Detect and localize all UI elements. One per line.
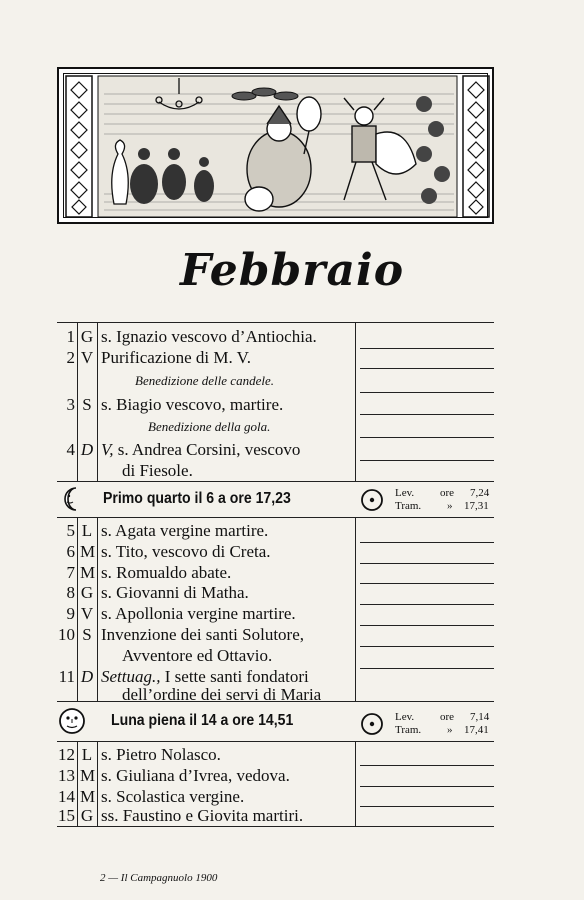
saint-text: s. Biagio vescovo, martire. <box>101 395 284 414</box>
page-footer: 2 — Il Campagnuolo 1900 <box>100 872 218 884</box>
column-separator <box>355 741 356 826</box>
notes-line <box>360 604 494 605</box>
notes-line <box>360 542 494 543</box>
weekday-letter: M <box>80 563 96 582</box>
saint-text: s. Apollonia vergine martire. <box>101 604 296 623</box>
sunset-time: 17,41 <box>464 724 489 736</box>
saint-text <box>101 440 300 460</box>
saint-text: s. Romualdo abate. <box>101 563 232 582</box>
notes-line <box>360 392 494 393</box>
saint-text: s. Ignazio vescovo d’Antiochia. <box>101 327 317 346</box>
first-quarter-moon-icon <box>58 485 86 513</box>
column-separator <box>77 741 78 826</box>
column-separator <box>77 322 78 481</box>
notes-line <box>360 368 494 369</box>
day-number: 1 <box>66 327 75 346</box>
column-separator <box>355 517 356 701</box>
table-top-rule <box>57 322 494 323</box>
weekday-letter: S <box>82 395 92 414</box>
table-bottom-rule <box>57 826 494 827</box>
month-title: Febbraio <box>179 245 405 296</box>
day-number: 15 <box>58 806 75 825</box>
day-number: 6 <box>66 542 75 561</box>
liturgical-prefix: V, <box>101 440 114 459</box>
notes-line <box>360 625 494 626</box>
notes-line <box>360 765 494 766</box>
moon-phase-text: Primo quarto il 6 a ore 17,23 <box>103 490 291 507</box>
day-number: 9 <box>66 604 75 623</box>
weekday-letter: L <box>81 521 93 540</box>
sunset-mark: » <box>447 724 453 736</box>
liturgical-prefix: Settuag., <box>101 667 161 686</box>
day-number: 2 <box>66 348 75 367</box>
notes-line <box>360 348 494 349</box>
sunrise-ore: ore <box>440 711 455 723</box>
day-number: 13 <box>58 766 75 785</box>
day-number: 11 <box>58 667 75 686</box>
weekday-letter: S <box>82 625 92 644</box>
weekday-letter: L <box>81 745 93 764</box>
sunrise-label: Lev. <box>395 711 415 723</box>
saint-text-continued: Avventore ed Ottavio. <box>122 646 273 665</box>
sunrise-label: Lev. <box>395 487 415 499</box>
weekday-letter: V <box>80 604 94 623</box>
full-moon-icon <box>58 707 86 735</box>
day-number: 8 <box>66 583 75 602</box>
sunrise-time: 7,24 <box>470 487 490 499</box>
notes-line <box>360 583 494 584</box>
divider-rule <box>57 517 494 518</box>
notes-line <box>360 646 494 647</box>
notes-line <box>360 437 494 438</box>
saint-text: Invenzione dei santi Solutore, <box>101 625 305 644</box>
sunset-mark: » <box>447 500 453 512</box>
weekday-letter: M <box>80 766 96 785</box>
saint-text-continued: dell’ordine dei servi di Maria <box>122 685 322 704</box>
weekday-letter: G <box>80 806 94 825</box>
column-separator <box>97 322 98 481</box>
carnival-engraving-image <box>64 74 491 221</box>
day-number: 12 <box>58 745 75 764</box>
column-separator <box>77 517 78 701</box>
weekday-letter: G <box>80 327 94 346</box>
notes-line <box>360 806 494 807</box>
weekday-letter: M <box>80 542 96 561</box>
row-note: Benedizione delle candele. <box>135 373 274 388</box>
divider-rule <box>57 481 494 482</box>
saint-text: s. Giovanni di Matha. <box>101 583 249 602</box>
day-number: 14 <box>58 787 75 806</box>
sun-icon <box>360 712 384 736</box>
notes-line <box>360 414 494 415</box>
saint-text: s. Agata vergine martire. <box>101 521 269 540</box>
saint-text: Purificazione di M. V. <box>101 348 251 367</box>
weekday-letter: D <box>80 440 94 459</box>
saint-name: s. Andrea Corsini, vescovo <box>117 440 301 459</box>
saint-text: s. Giuliana d’Ivrea, vedova. <box>101 766 290 785</box>
sun-icon <box>360 488 384 512</box>
row-note: Benedizione della gola. <box>148 419 271 434</box>
column-separator <box>355 322 356 481</box>
weekday-letter: D <box>80 667 94 686</box>
header-illustration <box>57 67 494 224</box>
saint-text <box>101 667 309 687</box>
day-number: 4 <box>66 440 75 459</box>
saint-name: I sette santi fondatori <box>164 667 309 686</box>
moon-phase-text: Luna piena il 14 a ore 14,51 <box>111 712 294 729</box>
sunrise-time: 7,14 <box>470 711 490 723</box>
saint-text-continued: di Fiesole. <box>122 461 193 480</box>
sunset-label: Tram. <box>395 500 422 512</box>
weekday-letter: G <box>80 583 94 602</box>
notes-line <box>360 668 494 669</box>
column-separator <box>97 517 98 701</box>
day-number: 5 <box>66 521 75 540</box>
sunset-label: Tram. <box>395 724 422 736</box>
day-number: 3 <box>66 395 75 414</box>
day-number: 7 <box>66 563 75 582</box>
weekday-letter: V <box>80 348 94 367</box>
weekday-letter: M <box>80 787 96 806</box>
saint-text: ss. Faustino e Giovita martiri. <box>101 806 304 825</box>
saint-text: s. Scolastica vergine. <box>101 787 245 806</box>
saint-text: s. Pietro Nolasco. <box>101 745 221 764</box>
column-separator <box>97 741 98 826</box>
day-number: 10 <box>58 625 75 644</box>
sunrise-ore: ore <box>440 487 455 499</box>
notes-line <box>360 460 494 461</box>
saint-text: s. Tito, vescovo di Creta. <box>101 542 271 561</box>
divider-rule <box>57 741 494 742</box>
sunset-time: 17,31 <box>464 500 489 512</box>
notes-line <box>360 563 494 564</box>
notes-line <box>360 786 494 787</box>
